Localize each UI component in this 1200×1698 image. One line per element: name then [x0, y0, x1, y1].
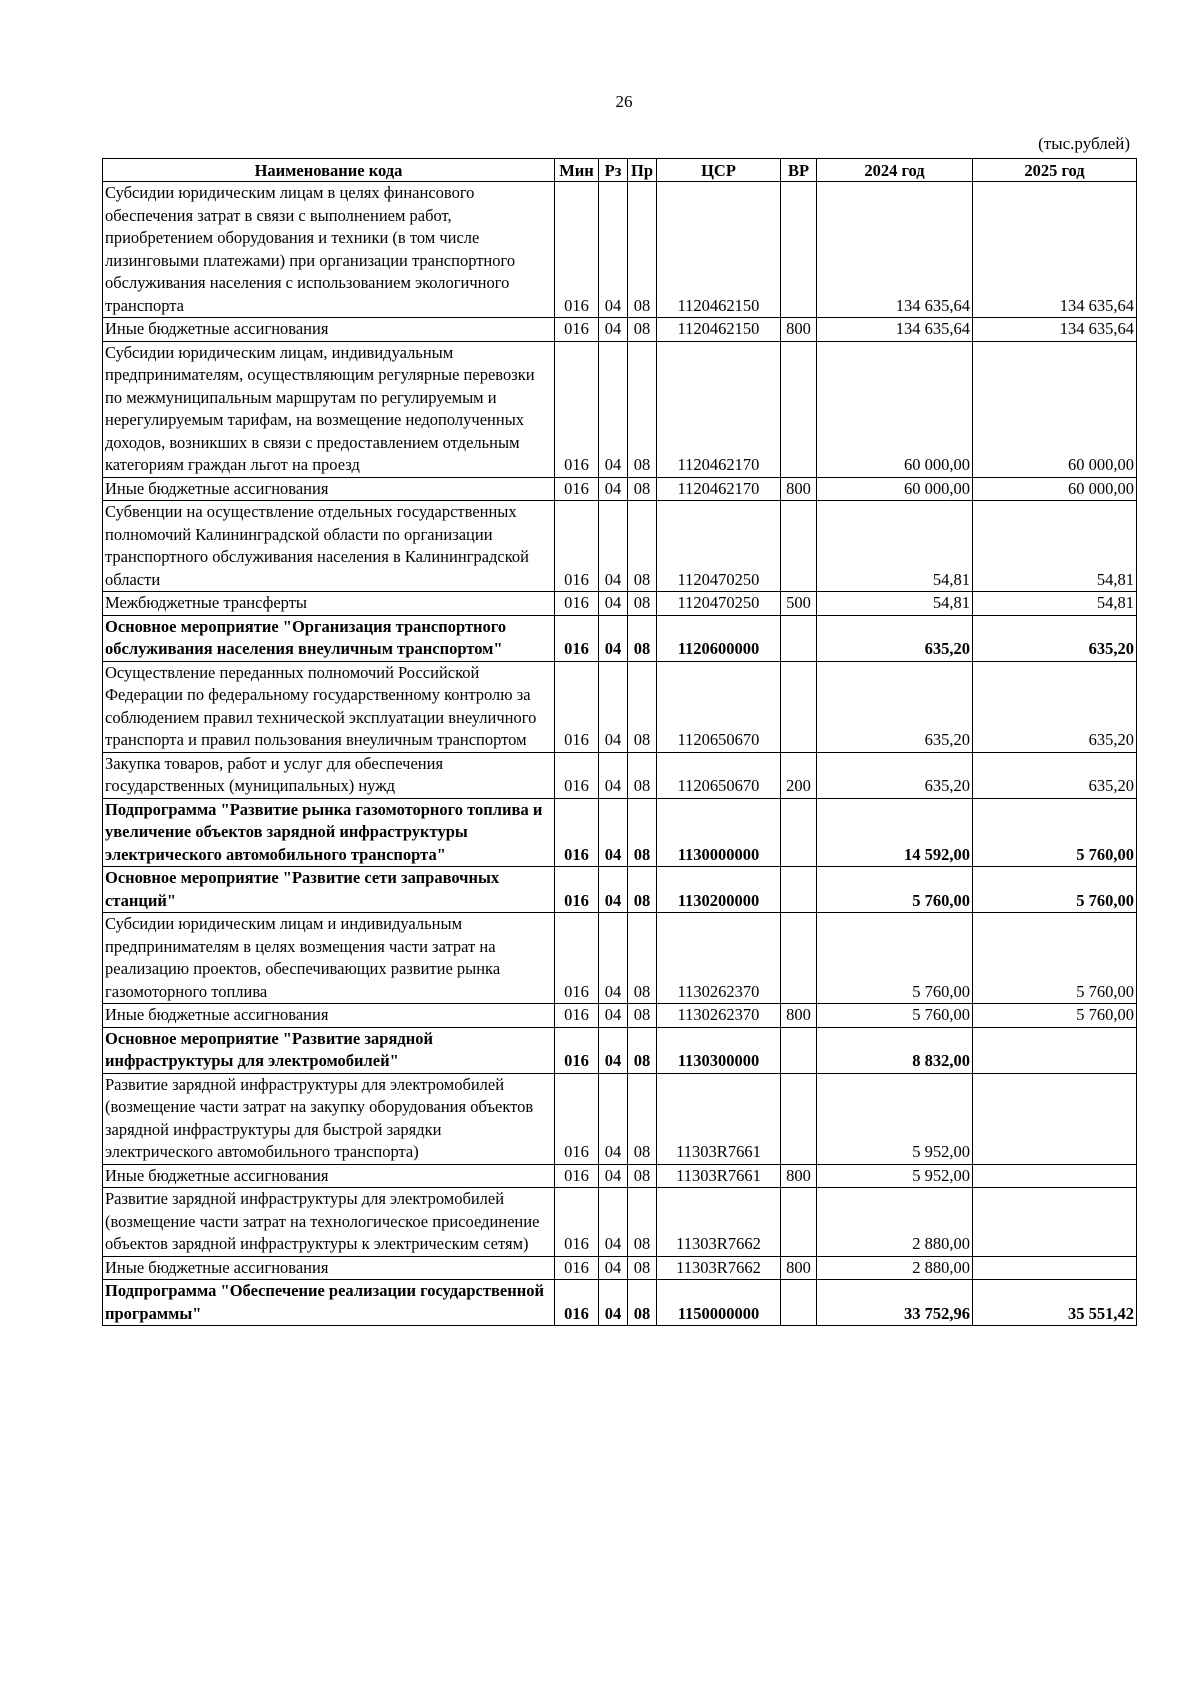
cell-name: Основное мероприятие "Развитие сети заправочных станций": [103, 867, 555, 913]
cell-2025: 35 551,42: [973, 1280, 1137, 1326]
table-row: [103, 592, 1137, 616]
cell-vr: 800: [781, 318, 817, 342]
cell-min: 016: [555, 1004, 599, 1028]
cell-rz: 04: [599, 477, 628, 501]
cell-pr: 08: [628, 1073, 657, 1164]
cell-2024: 14 592,00: [817, 798, 973, 867]
page-number: 26: [615, 92, 633, 111]
table-row: [103, 798, 1137, 867]
cell-rz: 04: [599, 615, 628, 661]
cell-min: 016: [555, 615, 599, 661]
cell-2024: 5 952,00: [817, 1164, 973, 1188]
cell-rz: 04: [599, 1164, 628, 1188]
cell-name: Иные бюджетные ассигнования: [103, 477, 555, 501]
cell-rz: 04: [599, 1188, 628, 1257]
cell-vr: [781, 913, 817, 1004]
cell-2024: 635,20: [817, 661, 973, 752]
cell-min: 016: [555, 1027, 599, 1073]
cell-name: Иные бюджетные ассигнования: [103, 1004, 555, 1028]
cell-2024: 60 000,00: [817, 341, 973, 477]
cell-2024: 60 000,00: [817, 477, 973, 501]
cell-vr: 200: [781, 752, 817, 798]
budget-table: [102, 158, 1137, 1326]
cell-name: Основное мероприятие "Организация транспортного обслуживания населения внеуличным транспортом": [103, 615, 555, 661]
cell-name: Субсидии юридическим лицам и индивидуальным предпринимателям в целях возмещения части затрат на реализацию проектов, обеспечивающих развитие рынка газомоторного топлива: [103, 913, 555, 1004]
table-row: [103, 1027, 1137, 1073]
cell-min: 016: [555, 477, 599, 501]
cell-name: Развитие зарядной инфраструктуры для электромобилей (возмещение части затрат на технологическое присоединение объектов зарядной инфраструктуры к электрическим сетям): [103, 1188, 555, 1257]
cell-name: Субсидии юридическим лицам, индивидуальным предпринимателям, осуществляющим регулярные перевозки по межмуниципальным маршрутам по регулируемым и нерегулируемым тарифам, на возмещение недополученных доходов, возникших в связи с предоставлением отдельным категориям граждан льгот на проезд: [103, 341, 555, 477]
header-2025: 2025 год: [973, 159, 1137, 182]
cell-rz: 04: [599, 1073, 628, 1164]
cell-2024: 134 635,64: [817, 318, 973, 342]
cell-name: Иные бюджетные ассигнования: [103, 1164, 555, 1188]
cell-pr: 08: [628, 752, 657, 798]
units-label: (тыс.рублей): [1038, 134, 1130, 153]
header-name: Наименование кода: [103, 159, 555, 182]
cell-csr: 1130262370: [657, 1004, 781, 1028]
cell-min: 016: [555, 1073, 599, 1164]
cell-name: Иные бюджетные ассигнования: [103, 318, 555, 342]
cell-pr: 08: [628, 1027, 657, 1073]
cell-rz: 04: [599, 1256, 628, 1280]
header-2024: 2024 год: [817, 159, 973, 182]
cell-2025: 134 635,64: [973, 318, 1137, 342]
cell-pr: 08: [628, 615, 657, 661]
cell-name: Основное мероприятие "Развитие зарядной инфраструктуры для электромобилей": [103, 1027, 555, 1073]
cell-2024: 54,81: [817, 501, 973, 592]
table-row: [103, 867, 1137, 913]
cell-csr: 1120462150: [657, 182, 781, 318]
cell-name: Субвенции на осуществление отдельных государственных полномочий Калининградской области по организации транспортного обслуживания населения в Калининградской области: [103, 501, 555, 592]
table-row: [103, 1164, 1137, 1188]
cell-csr: 1120462170: [657, 341, 781, 477]
cell-vr: [781, 501, 817, 592]
cell-rz: 04: [599, 752, 628, 798]
cell-vr: [781, 1027, 817, 1073]
table-row: [103, 1280, 1137, 1326]
cell-pr: 08: [628, 1164, 657, 1188]
cell-2025: 635,20: [973, 752, 1137, 798]
cell-vr: [781, 1188, 817, 1257]
cell-2024: 5 760,00: [817, 1004, 973, 1028]
table-row: [103, 501, 1137, 592]
cell-vr: 800: [781, 1004, 817, 1028]
cell-vr: 800: [781, 1256, 817, 1280]
cell-csr: 11303R7662: [657, 1256, 781, 1280]
table-row: [103, 182, 1137, 318]
cell-min: 016: [555, 592, 599, 616]
cell-pr: 08: [628, 318, 657, 342]
header-rz: Рз: [599, 159, 628, 182]
cell-csr: 1120470250: [657, 592, 781, 616]
cell-2025: 635,20: [973, 615, 1137, 661]
cell-rz: 04: [599, 1280, 628, 1326]
cell-2025: [973, 1256, 1137, 1280]
cell-2025: 5 760,00: [973, 913, 1137, 1004]
cell-pr: 08: [628, 592, 657, 616]
cell-csr: 1120462170: [657, 477, 781, 501]
cell-2024: 8 832,00: [817, 1027, 973, 1073]
cell-2025: 5 760,00: [973, 1004, 1137, 1028]
cell-csr: 1130300000: [657, 1027, 781, 1073]
cell-vr: [781, 661, 817, 752]
cell-pr: 08: [628, 501, 657, 592]
table-header-row: [103, 159, 1137, 182]
cell-vr: 800: [781, 477, 817, 501]
table-row: [103, 477, 1137, 501]
table-row: [103, 1256, 1137, 1280]
cell-pr: 08: [628, 1004, 657, 1028]
cell-2025: [973, 1073, 1137, 1164]
cell-name: Развитие зарядной инфраструктуры для электромобилей (возмещение части затрат на закупку оборудования объектов зарядной инфраструктуры для быстрой зарядки электрического автомобильного транспорта): [103, 1073, 555, 1164]
cell-rz: 04: [599, 913, 628, 1004]
table-body: [103, 182, 1137, 1326]
table-row: [103, 661, 1137, 752]
cell-rz: 04: [599, 318, 628, 342]
cell-pr: 08: [628, 182, 657, 318]
table-row: [103, 1004, 1137, 1028]
cell-rz: 04: [599, 1027, 628, 1073]
cell-rz: 04: [599, 501, 628, 592]
cell-2024: 5 760,00: [817, 913, 973, 1004]
cell-pr: 08: [628, 477, 657, 501]
header-csr: ЦСР: [657, 159, 781, 182]
cell-name: Межбюджетные трансферты: [103, 592, 555, 616]
cell-csr: 1130262370: [657, 913, 781, 1004]
cell-min: 016: [555, 318, 599, 342]
cell-pr: 08: [628, 798, 657, 867]
cell-csr: 11303R7661: [657, 1164, 781, 1188]
table-row: [103, 752, 1137, 798]
cell-2024: 635,20: [817, 615, 973, 661]
cell-csr: 1120470250: [657, 501, 781, 592]
cell-min: 016: [555, 752, 599, 798]
table-row: [103, 615, 1137, 661]
cell-vr: [781, 341, 817, 477]
cell-rz: 04: [599, 798, 628, 867]
cell-2025: [973, 1164, 1137, 1188]
cell-2024: 2 880,00: [817, 1188, 973, 1257]
cell-vr: 800: [781, 1164, 817, 1188]
cell-min: 016: [555, 182, 599, 318]
cell-2025: 134 635,64: [973, 182, 1137, 318]
cell-min: 016: [555, 1280, 599, 1326]
cell-min: 016: [555, 1164, 599, 1188]
table-row: [103, 1073, 1137, 1164]
cell-2024: 5 760,00: [817, 867, 973, 913]
header-pr: Пр: [628, 159, 657, 182]
cell-rz: 04: [599, 341, 628, 477]
cell-csr: 1130200000: [657, 867, 781, 913]
cell-pr: 08: [628, 1256, 657, 1280]
cell-vr: [781, 798, 817, 867]
cell-rz: 04: [599, 592, 628, 616]
cell-csr: 11303R7662: [657, 1188, 781, 1257]
cell-2025: 54,81: [973, 501, 1137, 592]
cell-rz: 04: [599, 1004, 628, 1028]
cell-name: Подпрограмма "Развитие рынка газомоторного топлива и увеличение объектов зарядной инфраструктуры электрического автомобильного транспорта": [103, 798, 555, 867]
cell-2025: [973, 1188, 1137, 1257]
table-row: [103, 913, 1137, 1004]
cell-2025: 5 760,00: [973, 867, 1137, 913]
cell-vr: [781, 615, 817, 661]
cell-min: 016: [555, 913, 599, 1004]
cell-csr: 1120650670: [657, 752, 781, 798]
cell-pr: 08: [628, 913, 657, 1004]
cell-csr: 1120462150: [657, 318, 781, 342]
cell-2024: 5 952,00: [817, 1073, 973, 1164]
cell-name: Иные бюджетные ассигнования: [103, 1256, 555, 1280]
table-row: [103, 341, 1137, 477]
cell-min: 016: [555, 798, 599, 867]
cell-name: Подпрограмма "Обеспечение реализации государственной программы": [103, 1280, 555, 1326]
cell-vr: [781, 867, 817, 913]
cell-vr: [781, 182, 817, 318]
cell-pr: 08: [628, 661, 657, 752]
cell-2025: 60 000,00: [973, 477, 1137, 501]
cell-vr: 500: [781, 592, 817, 616]
cell-csr: 1120600000: [657, 615, 781, 661]
cell-csr: 11303R7661: [657, 1073, 781, 1164]
cell-2024: 54,81: [817, 592, 973, 616]
header-vr: ВР: [781, 159, 817, 182]
cell-2025: 5 760,00: [973, 798, 1137, 867]
cell-name: Субсидии юридическим лицам в целях финансового обеспечения затрат в связи с выполнением работ, приобретением оборудования и техники (в том числе лизинговыми платежами) при организации транспортного обслуживания населения с использованием экологичного транспорта: [103, 182, 555, 318]
cell-name: Осуществление переданных полномочий Российской Федерации по федеральному государственному контролю за соблюдением правил технической эксплуатации внеуличного транспорта и правил пользования внеуличным транспортом: [103, 661, 555, 752]
cell-pr: 08: [628, 341, 657, 477]
cell-2024: 134 635,64: [817, 182, 973, 318]
cell-csr: 1130000000: [657, 798, 781, 867]
cell-2025: 635,20: [973, 661, 1137, 752]
header-min: Мин: [555, 159, 599, 182]
cell-2024: 2 880,00: [817, 1256, 973, 1280]
cell-min: 016: [555, 867, 599, 913]
cell-2025: [973, 1027, 1137, 1073]
cell-min: 016: [555, 501, 599, 592]
table-row: [103, 318, 1137, 342]
cell-name: Закупка товаров, работ и услуг для обеспечения государственных (муниципальных) нужд: [103, 752, 555, 798]
cell-vr: [781, 1280, 817, 1326]
cell-min: 016: [555, 661, 599, 752]
cell-2025: 60 000,00: [973, 341, 1137, 477]
cell-rz: 04: [599, 867, 628, 913]
table-row: [103, 1188, 1137, 1257]
cell-2025: 54,81: [973, 592, 1137, 616]
cell-2024: 33 752,96: [817, 1280, 973, 1326]
cell-rz: 04: [599, 182, 628, 318]
cell-rz: 04: [599, 661, 628, 752]
cell-csr: 1150000000: [657, 1280, 781, 1326]
cell-pr: 08: [628, 1188, 657, 1257]
cell-pr: 08: [628, 1280, 657, 1326]
cell-vr: [781, 1073, 817, 1164]
cell-min: 016: [555, 1256, 599, 1280]
cell-min: 016: [555, 341, 599, 477]
cell-pr: 08: [628, 867, 657, 913]
cell-2024: 635,20: [817, 752, 973, 798]
cell-csr: 1120650670: [657, 661, 781, 752]
cell-min: 016: [555, 1188, 599, 1257]
